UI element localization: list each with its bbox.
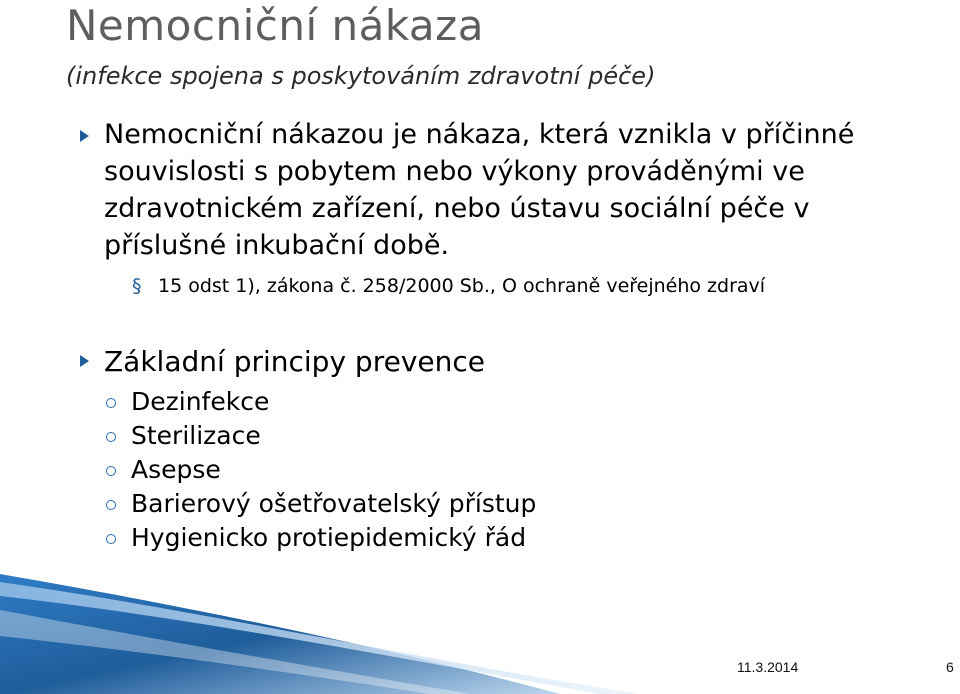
prevention-heading: Základní principy prevence bbox=[104, 345, 485, 378]
list-item: Dezinfekce bbox=[131, 387, 270, 416]
law-reference: 15 odst 1), zákona č. 258/2000 Sb., O ochraně veřejného zdraví bbox=[158, 275, 766, 297]
circle-bullet-icon bbox=[106, 500, 116, 510]
circle-bullet-icon bbox=[106, 398, 116, 408]
list-item: Barierový ošetřovatelský přístup bbox=[131, 489, 537, 518]
slide-title: Nemocniční nákaza bbox=[66, 1, 484, 50]
list-item: Asepse bbox=[131, 455, 221, 484]
list-item: Hygienicko protiepidemický řád bbox=[131, 523, 527, 552]
arrow-bullet-icon bbox=[80, 355, 89, 367]
circle-bullet-icon bbox=[106, 534, 116, 544]
decorative-wave bbox=[0, 570, 960, 694]
paragraph-mark: § bbox=[132, 275, 142, 297]
footer-date: 11.3.2014 bbox=[737, 659, 799, 675]
circle-bullet-icon bbox=[106, 466, 116, 476]
list-item: Sterilizace bbox=[131, 421, 261, 450]
page-number: 6 bbox=[946, 659, 954, 675]
circle-bullet-icon bbox=[106, 432, 116, 442]
slide-subtitle: (infekce spojena s poskytováním zdravotní péče) bbox=[66, 62, 656, 90]
arrow-bullet-icon bbox=[80, 130, 89, 142]
definition-text: Nemocniční nákazou je nákaza, která vznikla v příčinné souvislosti s pobytem nebo výkony prováděnými ve zdravotnickém zařízení, nebo ústavu sociální péče v příslušné inkubační době. bbox=[104, 119, 855, 261]
